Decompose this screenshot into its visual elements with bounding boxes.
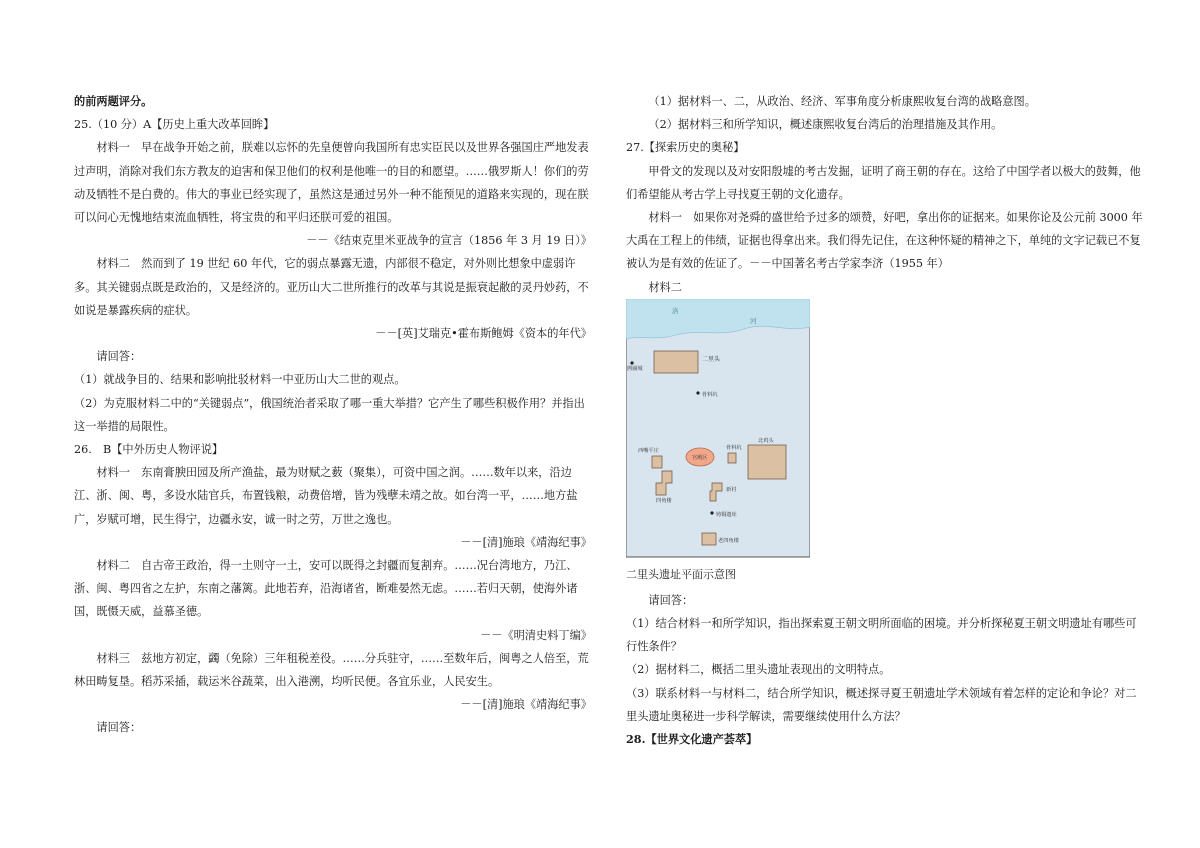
site-tongqi-label: 铸铜遗址	[716, 511, 737, 518]
q25-question-1: （1）就战争目的、结果和影响批驳材料一中亚历山大二世的观点。	[74, 373, 406, 387]
gulu-block	[728, 453, 736, 463]
q25-heading: 25.（10 分）A【历史上重大改革回眸】	[74, 118, 275, 132]
site-xincun-label: 新村	[726, 486, 737, 493]
site-sizuo-label: 圐圙城	[627, 365, 643, 372]
left-column	[74, 90, 592, 740]
river-label-1: 洛	[672, 306, 679, 315]
site-guchengzhuang-label: 骨料坑	[702, 391, 718, 398]
q27-material-2-label: 材料二	[648, 280, 682, 294]
q25-question-2: （2）为克服材料二中的“关键弱点”，俄国统治者采取了哪一重大举措？它产生了哪些积极作用？并指出这一举措的局限性。	[74, 396, 585, 433]
lead-text: 的前两题评分。	[74, 94, 153, 108]
xiqian-block	[652, 456, 662, 468]
laosijiao-block	[702, 533, 716, 545]
please-answer-label-3: 请回答：	[648, 593, 694, 607]
q25-material-2: 材料二 然而到了 19 世纪 60 年代，它的弱点暴露无遗，内部很不稳定，对外则比想象中虚弱许多。其关键弱点既是政治的，又是经济的。亚历山大二世所推行的改革与其说是振衰起敝的灵丹妙药，不如说是暴露疾病的症状。	[74, 257, 589, 317]
q28-heading: 28.【世界文化遗产荟萃】	[626, 732, 758, 747]
site-xiqian-label: 西嘴平庄	[638, 447, 659, 454]
site-erlitou-label: 二里头	[702, 355, 721, 363]
q27-question-2: （2）据材料二，概括二里头遗址表现出的文明特点。	[626, 663, 891, 677]
right-column	[626, 90, 1146, 751]
q26-question-2: （2）据材料三和所学知识，概述康熙收复台湾后的治理措施及其作用。	[648, 118, 1003, 132]
erlitou-map-svg	[626, 299, 810, 559]
erlitou-site-map	[626, 299, 810, 589]
sizuo-dot	[630, 361, 633, 364]
site-laosijiao-label: 老四角楼	[718, 537, 739, 544]
palace-label: 宫殿区	[692, 454, 708, 461]
q26-material-2: 材料二 自古帝王政治，得一土则守一土，安可以既得之封疆而复割弃。……况台湾地方，乃江、浙、闽、粤四省之左护，东南之藩篱。此地若弃，沿海诸省，断难晏然无虑。……若归天朝，使海外诸国，既慑天威，益慕圣德。	[74, 559, 578, 619]
please-answer-label-2: 请回答：	[96, 721, 142, 735]
please-answer-label: 请回答：	[96, 350, 142, 364]
q25-material-1-source: －－《结束克里米亚战争的宣言（1856 年 3 月 19 日）》	[306, 234, 592, 248]
q26-material-3-source: －－[清]施琅《靖海纪事》	[460, 698, 592, 712]
erlitou-block	[654, 351, 698, 373]
q26-material-2-source: －－《明清史料丁编》	[480, 628, 592, 642]
q26-material-1-source: －－[清]施琅《靖海纪事》	[460, 535, 592, 549]
beijing-block	[748, 445, 786, 479]
guchengzhuang-dot	[696, 391, 699, 394]
q26-material-3: 材料三 兹地方初定，蠲（免除）三年租税差役。……分兵驻守，……至数年后，闽粤之人倍至，荒林田畴复垦。稻苏采插，载运米谷蔬菜，出入港溯，均听民便。各宜乐业，人民安生。	[74, 651, 589, 689]
river-label-2: 河	[750, 316, 757, 325]
tongqi-dot	[710, 511, 713, 514]
q25-material-1: 材料一 早在战争开始之前，朕难以忘怀的先皇便曾向我国所有忠实臣民以及世界各强国庄严地发表过声明，消除对我们东方教友的迫害和保卫他们的权利是他唯一的目的和愿望。……俄罗斯人！你们的劳动及牺牲不是白费的。伟大的事业已经实现了，虽然这是通过另外一种不能预见的道路来实现的，现在朕可以问心无愧地结束流血牺牲，将宝贵的和平归还朕可爱的祖国。	[74, 141, 589, 225]
q27-heading: 27.【探索历史的奥秘】	[626, 141, 745, 155]
q26-question-1: （1）据材料一、二，从政治、经济、军事角度分析康熙收复台湾的战略意图。	[648, 95, 1036, 108]
map-caption: 二里头遗址平面示意图	[626, 568, 736, 582]
q27-material-1: 材料一 如果你对尧舜的盛世给予过多的颂赞，好吧，拿出你的证据来。如果你论及公元前 3000 年大禹在工程上的伟绩，证据也得拿出来。我们得先记住，在这种怀疑的精神之下，单纯的文字记载已不复被认为是有效的佐证了。－－中国著名考古学家李济（1955 年）	[626, 211, 1143, 271]
site-sijiao-label: 四角楼	[656, 497, 672, 504]
site-beijing-label: 北鸡头	[758, 437, 774, 444]
q25-material-2-source: －－[英]艾瑞克•霍布斯鲍姆《资本的年代》	[375, 327, 592, 341]
q27-question-1: （1）结合材料一和所学知识，指出探索夏王朝文明所面临的困境。并分析探秘夏王朝文明遗址有哪些可行性条件？	[626, 617, 1137, 654]
q27-intro: 甲骨文的发现以及对安阳殷墟的考古发掘，证明了商王朝的存在。这给了中国学者以极大的鼓舞，他们希望能从考古学上寻找夏王朝的文化遗存。	[626, 164, 1141, 201]
q26-heading: 26. B【中外历史人物评说】	[74, 443, 224, 457]
q26-material-1: 材料一 东南膏腴田园及所产渔盐，最为财赋之薮（聚集），可资中国之润。……数年以来，沿边江、浙、闽、粤，多设水陆官兵，布置钱粮，动费倍增，皆为残孽未靖之故。如台湾一平，……地方盐广，岁赋可增，民生得宁，边疆永安，诚一时之劳，万世之逸也。	[74, 466, 578, 526]
site-gulu-label: 骨料坑	[726, 444, 742, 451]
q27-question-3: （3）联系材料一与材料二，结合所学知识，概述探寻夏王朝遗址学术领域有着怎样的定论和争论？对二里头遗址奥秘进一步科学解读，需要继续使用什么方法？	[626, 686, 1137, 723]
